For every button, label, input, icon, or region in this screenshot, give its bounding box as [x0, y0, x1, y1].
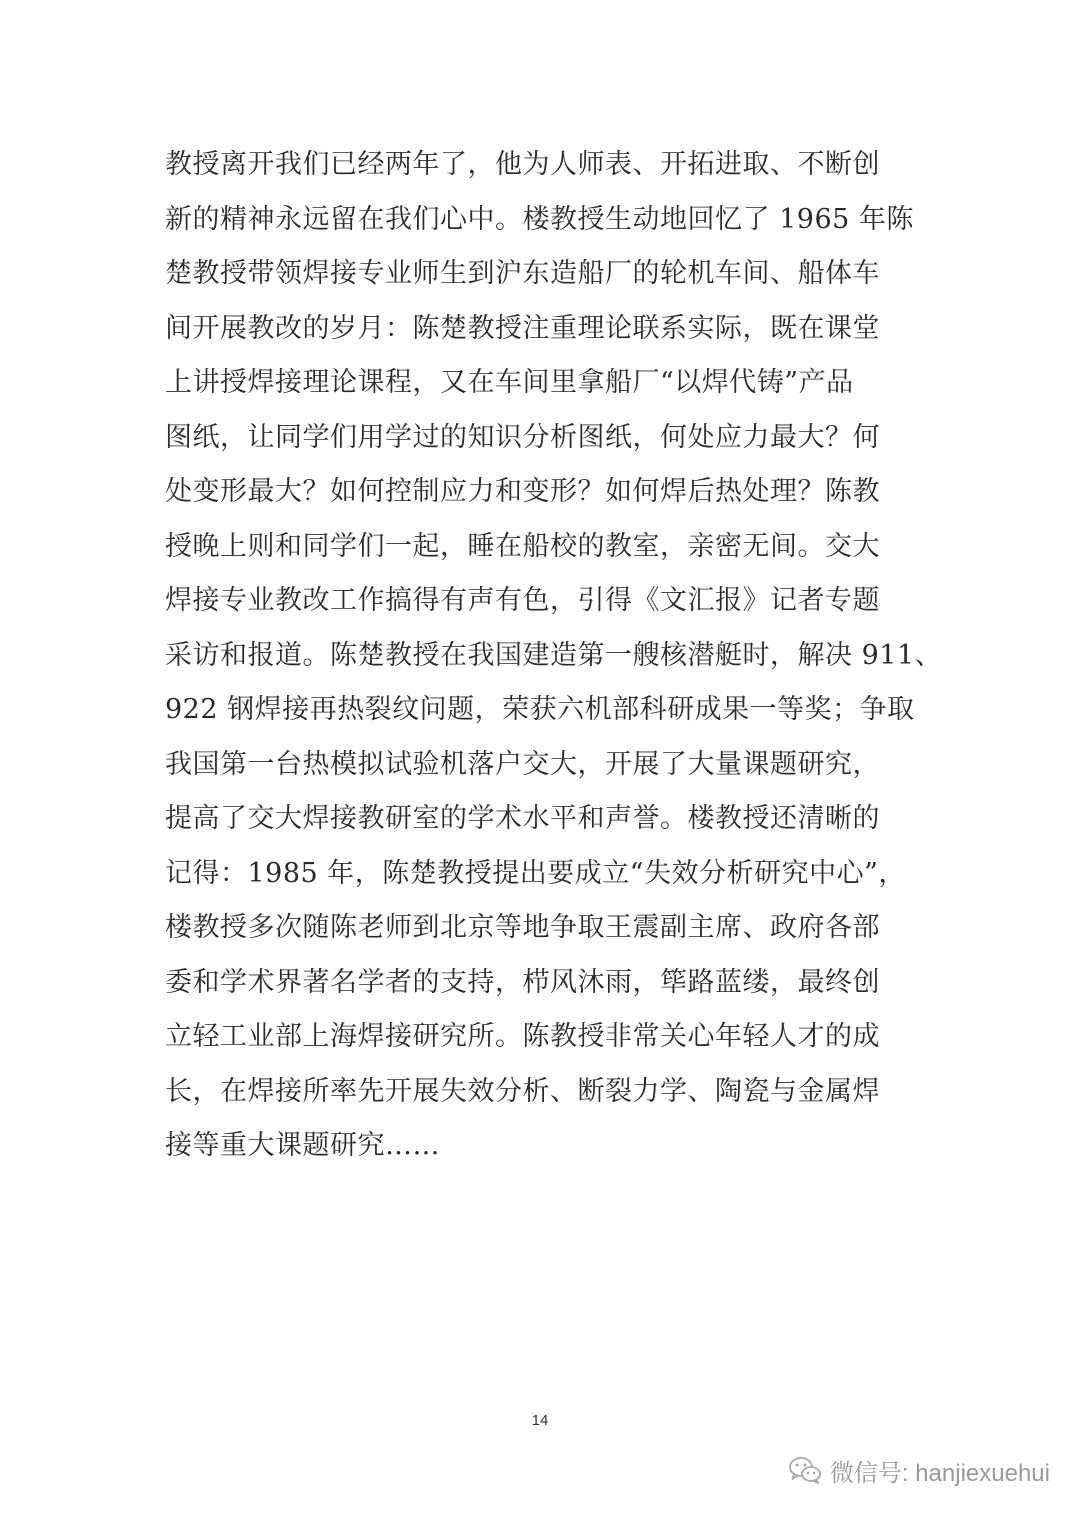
text-line: 委和学术界著名学者的支持，栉风沐雨，筚路蓝缕，最终创 [165, 966, 880, 998]
text-line: 焊接专业教改工作搞得有声有色，引得《文汇报》记者专题 [165, 585, 880, 616]
text-line: 处变形最大？如何控制应力和变形？如何焊后热处理？陈教 [165, 476, 880, 507]
text-line: 采访和报道。陈楚教授在我国建造第一艘核潜艇时，解决 911、 [165, 639, 943, 671]
wechat-icon [788, 1455, 822, 1485]
body-text [165, 138, 943, 1174]
wechat-watermark [788, 1452, 1050, 1488]
watermark-text: 微信号: hanjiexuehui [829, 1459, 1050, 1487]
text-line: 922 钢焊接再热裂纹问题，荣获六机部科研成果一等奖；争取 [165, 694, 915, 725]
text-line: 我国第一台热模拟试验机落户交大，开展了大量课题研究， [165, 748, 880, 780]
text-line: 长，在焊接所率先开展失效分析、断裂力学、陶瓷与金属焊 [165, 1075, 880, 1107]
text-line: 楼教授多次随陈老师到北京等地争取王震副主席、政府各部 [165, 912, 880, 943]
text-line: 授晚上则和同学们一起，睡在船校的教室，亲密无间。交大 [165, 530, 880, 562]
text-line: 记得：1985 年，陈楚教授提出要成立“失效分析研究中心”， [165, 857, 906, 889]
text-line: 图纸，让同学们用学过的知识分析图纸，何处应力最大？何 [165, 421, 880, 453]
text-line: 立轻工业部上海焊接研究所。陈教授非常关心年轻人才的成 [165, 1021, 880, 1052]
text-line: 上讲授焊接理论课程，又在车间里拿船厂“以焊代铸”产品 [165, 367, 854, 398]
page-number: 14 [531, 1412, 549, 1429]
text-line: 教授离开我们已经两年了，他为人师表、开拓进取、不断创 [165, 149, 880, 180]
text-line: 提高了交大焊接教研室的学术水平和声誉。楼教授还清晰的 [165, 803, 880, 834]
text-line: 新的精神永远留在我们心中。楼教授生动地回忆了 1965 年陈 [165, 203, 914, 235]
text-line: 间开展教改的岁月：陈楚教授注重理论联系实际，既在课堂 [165, 312, 880, 344]
text-line: 楚教授带领焊接专业师生到沪东造船厂的轮机车间、船体车 [165, 258, 880, 289]
text-line: 接等重大课题研究…… [165, 1130, 440, 1161]
